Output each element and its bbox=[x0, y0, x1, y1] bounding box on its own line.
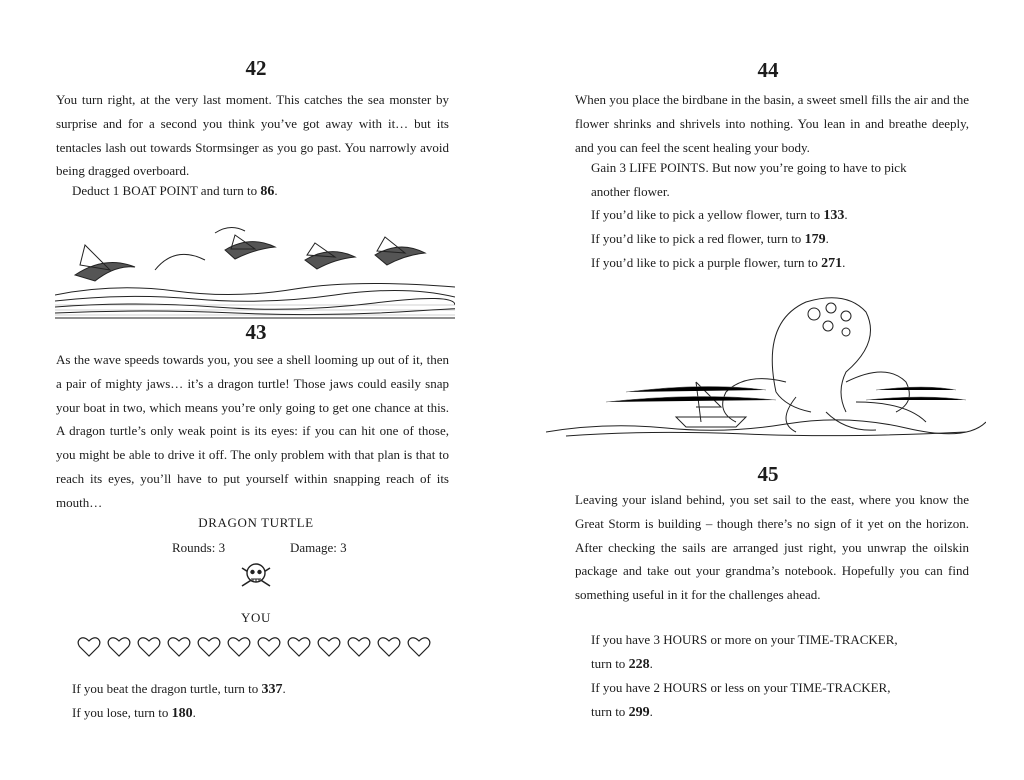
option-text: turn to bbox=[591, 704, 626, 719]
enemy-rounds: Rounds: 3 bbox=[172, 540, 226, 555]
instruction-text: Deduct 1 BOAT POINT and turn to bbox=[72, 183, 258, 198]
turn-target-228[interactable]: 228 bbox=[628, 657, 650, 672]
lose-text: If you lose, turn to bbox=[72, 705, 169, 720]
section-44-gain-line2: another flower. bbox=[591, 184, 670, 199]
period: . bbox=[649, 656, 653, 671]
heart-icon bbox=[167, 636, 191, 658]
section-number-43: 43 bbox=[245, 320, 267, 344]
turn-target-179[interactable]: 179 bbox=[804, 232, 826, 247]
heart-icon bbox=[407, 636, 431, 658]
section-43-text: As the wave speeds towards you, you see a shell looming up out of it, then a pair of mighty jaws… it’s a dragon turtle! Those jaws could easily snap your boat in two, which means you’re only going to get one chance at this. A dragon turtle’s only weak point is its eyes: if you can hit one of those, you might be able to drive it off. The only problem with that plan is that to reach its eyes, you’ll have to put yourself within snapping reach of its mouth… bbox=[56, 352, 449, 510]
turn-target-180[interactable]: 180 bbox=[171, 706, 193, 721]
turn-target-86[interactable]: 86 bbox=[260, 184, 275, 199]
enemy-name: DRAGON TURTLE bbox=[198, 515, 314, 530]
section-42-instruction bbox=[72, 183, 278, 200]
player-label: YOU bbox=[241, 610, 271, 625]
heart-icon bbox=[77, 636, 101, 658]
option-text: If you’d like to pick a purple flower, turn to bbox=[591, 255, 818, 270]
heart-icon bbox=[227, 636, 251, 658]
life-hearts bbox=[77, 636, 431, 658]
heart-icon bbox=[377, 636, 401, 658]
section-number-45: 45 bbox=[757, 462, 779, 486]
section-number-44: 44 bbox=[757, 58, 779, 82]
right-page bbox=[512, 0, 1024, 780]
section-number-42: 42 bbox=[245, 56, 267, 80]
flying-fish-illustration bbox=[55, 215, 455, 319]
turn-target-337[interactable]: 337 bbox=[261, 682, 283, 697]
heart-icon bbox=[257, 636, 281, 658]
section-45-text: Leaving your island behind, you set sail to the east, where you know the Great Storm is building – though there’s no sign of it yet on the horizon. After checking the sails are arranged just right, you unwrap the oilskin package and take out your grandma’s notebook. Hopefully you can find something useful in it for the challenges ahead. bbox=[575, 492, 969, 603]
option-text: turn to bbox=[591, 656, 626, 671]
win-instruction bbox=[72, 681, 286, 698]
period: . bbox=[825, 231, 829, 246]
time-option-2-line2 bbox=[591, 704, 653, 721]
time-option-1-line2 bbox=[591, 656, 653, 673]
turn-target-299[interactable]: 299 bbox=[628, 705, 650, 720]
turn-target-271[interactable]: 271 bbox=[821, 256, 843, 271]
section-42-text: You turn right, at the very last moment. This catches the sea monster by surprise and for a second you think you’ve got away with it… but its tentacles lash out towards Stormsinger as you go past. You narrowly avoid being dragged overboard. bbox=[56, 92, 449, 179]
heart-icon bbox=[107, 636, 131, 658]
option-red bbox=[591, 231, 829, 248]
win-text: If you beat the dragon turtle, turn to bbox=[72, 681, 259, 696]
heart-icon bbox=[317, 636, 341, 658]
option-text: If you’d like to pick a yellow flower, turn to bbox=[591, 207, 821, 222]
option-yellow bbox=[591, 207, 848, 224]
section-44-text: When you place the birdbane in the basin, a sweet smell fills the air and the flower shrinks and shrivels into nothing. You lean in and breathe deeply, and you can feel the scent healing your body. bbox=[575, 92, 969, 155]
heart-icon bbox=[137, 636, 161, 658]
period: . bbox=[842, 255, 846, 270]
time-option-2-line1: If you have 2 HOURS or less on your TIME-TRACKER, bbox=[591, 680, 891, 695]
option-purple bbox=[591, 255, 845, 272]
section-44-gain-line1: Gain 3 LIFE POINTS. But now you’re going to have to pick bbox=[591, 160, 907, 175]
enemy-damage: Damage: 3 bbox=[290, 540, 347, 555]
period: . bbox=[649, 704, 653, 719]
lose-instruction bbox=[72, 705, 196, 722]
heart-icon bbox=[347, 636, 371, 658]
period: . bbox=[192, 705, 196, 720]
period: . bbox=[282, 681, 286, 696]
option-text: If you’d like to pick a red flower, turn to bbox=[591, 231, 802, 246]
turn-target-133[interactable]: 133 bbox=[823, 208, 845, 223]
skull-crossbones-icon bbox=[238, 558, 274, 592]
heart-icon bbox=[197, 636, 221, 658]
period: . bbox=[274, 183, 278, 198]
sea-monster-illustration bbox=[546, 282, 986, 442]
heart-icon bbox=[287, 636, 311, 658]
time-option-1-line1: If you have 3 HOURS or more on your TIME-TRACKER, bbox=[591, 632, 898, 647]
period: . bbox=[844, 207, 848, 222]
